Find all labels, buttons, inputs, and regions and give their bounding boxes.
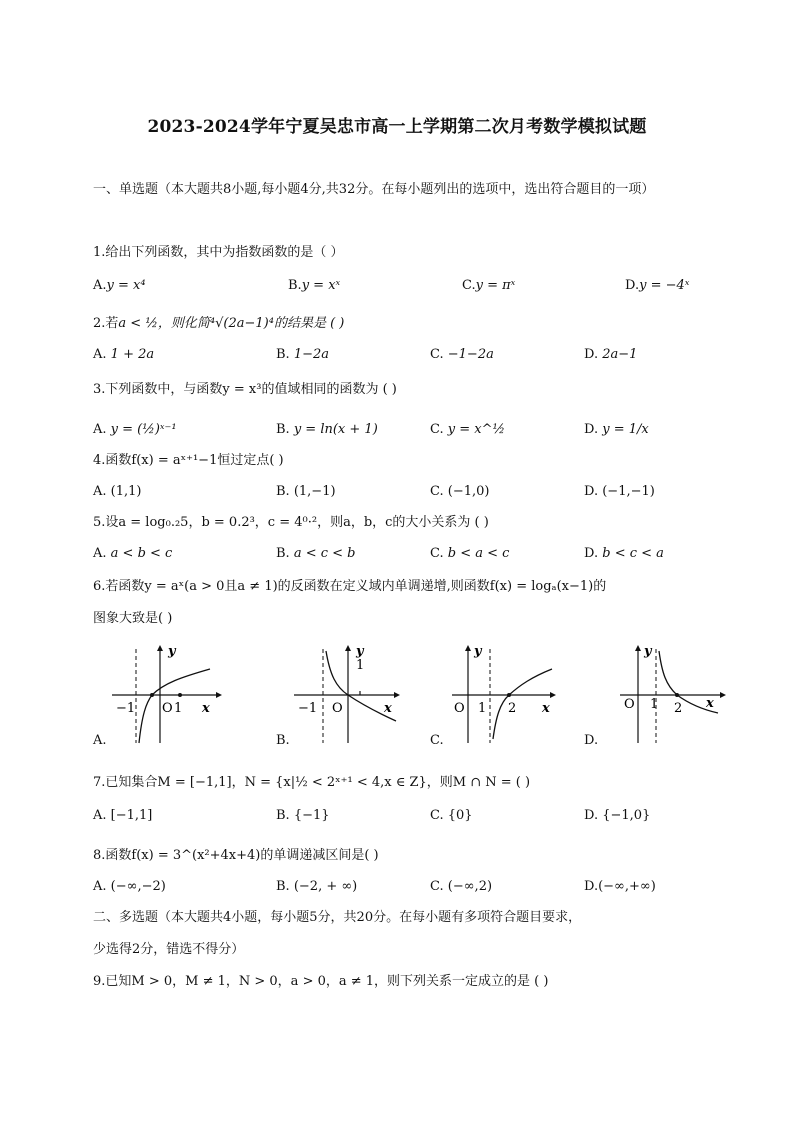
option-c: C. y = x^½: [430, 422, 506, 437]
question-4-stem: 4.函数f(x) = aˣ⁺¹−1恒过定点( ): [93, 453, 284, 468]
tick-label: O: [162, 701, 173, 716]
question-2-stem: 2.若a < ½，则化简⁴√(2a−1)⁴的结果是 ( ): [93, 316, 345, 331]
tick-label: 1: [174, 701, 183, 716]
question-8-stem: 8.函数f(x) = 3^(x²+4x+4)的单调递减区间是( ): [93, 848, 379, 863]
page-title: 2023-2024学年宁夏吴忠市高一上学期第二次月考数学模拟试题: [147, 117, 647, 137]
tick-label: O: [624, 697, 635, 712]
option-d: D.y = −4ˣ: [625, 278, 690, 293]
graph-option-c: [452, 645, 562, 745]
tick-label: 1: [356, 658, 365, 673]
option-b: B. (−2, + ∞): [276, 879, 358, 894]
x-axis-label: x: [542, 701, 550, 716]
question-1-options: [0, 276, 794, 298]
option-b: B.y = xˣ: [288, 278, 341, 293]
option-a: A.y = x⁴: [93, 278, 146, 293]
question-5-stem: 5.设a = log₀.₂5，b = 0.2³，c = 4⁰·²，则a，b，c的大小关系为 ( ): [93, 515, 489, 530]
tick-label: 2: [508, 701, 517, 716]
option-a: A. 1 + 2a: [93, 347, 155, 362]
section-heading-single-choice: 一、单选题（本大题共8小题,每小题4分,共32分。在每小题列出的选项中，选出符合题目的一项）: [93, 182, 655, 197]
option-b: B. 1−2a: [276, 347, 330, 362]
question-4-options: [0, 482, 794, 504]
x-axis-label: x: [706, 696, 714, 711]
option-c: C. b < a < c: [430, 546, 510, 561]
option-d: D. b < c < a: [584, 546, 664, 561]
option-c: C. (−∞,2): [430, 879, 493, 894]
y-axis-label: y: [474, 645, 482, 659]
question-3-options: [0, 420, 794, 442]
tick-label: 1: [650, 697, 659, 712]
question-6-stem-line1: 6.若函数y = aˣ(a > 0且a ≠ 1)的反函数在定义域内单调递增,则函数f(x) = logₐ(x−1)的: [93, 579, 607, 594]
question-5-options: [0, 544, 794, 566]
y-axis-arrow: [157, 645, 163, 651]
question-7-options: [0, 806, 794, 828]
option-d: D. 2a−1: [584, 347, 638, 362]
section-heading-multi-choice-cont: 少选得2分，错选不得分）: [93, 942, 245, 957]
point: [507, 693, 511, 697]
tick-label: O: [332, 701, 343, 716]
option-b: B. {−1}: [276, 808, 330, 823]
y-axis-label: y: [644, 645, 652, 659]
question-6-stem-line2: 图象大致是( ): [93, 611, 173, 626]
x-axis-label: x: [384, 701, 392, 716]
x-axis-arrow: [216, 692, 222, 698]
graph-label-a: A.: [93, 733, 107, 748]
graph-option-b: [294, 645, 404, 745]
option-d: D.(−∞,+∞): [584, 879, 656, 894]
option-c: C. {0}: [430, 808, 473, 823]
y-axis-label: y: [168, 645, 176, 659]
option-c: C.y = πˣ: [462, 278, 516, 293]
option-d: D. y = 1/x: [584, 422, 649, 437]
y-axis-arrow: [465, 645, 471, 651]
question-9-stem: 9.已知M > 0，M ≠ 1，N > 0，a > 0，a ≠ 1，则下列关系一定成立的是 ( ): [93, 974, 549, 989]
question-3-stem: 3.下列函数中，与函数y = x³的值域相同的函数为 ( ): [93, 382, 397, 397]
point: [675, 693, 679, 697]
graph-option-d: [620, 645, 730, 745]
graph-label-b: B.: [276, 733, 290, 748]
graph-label-c: C.: [430, 733, 444, 748]
question-8-options: [0, 877, 794, 899]
tick-label: −1: [298, 701, 318, 716]
option-b: B. (1,−1): [276, 484, 336, 499]
question-7-stem: 7.已知集合M = [−1,1]，N = {x|½ < 2ˣ⁺¹ < 4,x ∈ Z}，则M ∩ N = ( ): [93, 775, 531, 790]
graph-option-a: [112, 645, 222, 745]
option-a: A. a < b < c: [93, 546, 173, 561]
option-c: C. −1−2a: [430, 347, 494, 362]
option-a: A. y = (½)ˣ⁻¹: [93, 422, 177, 437]
x-axis-arrow: [720, 692, 726, 698]
option-c: C. (−1,0): [430, 484, 490, 499]
graph-label-d: D.: [584, 733, 599, 748]
question-1-stem: 1.给出下列函数，其中为指数函数的是（ ）: [93, 245, 344, 260]
option-a: A. (−∞,−2): [93, 879, 166, 894]
x-axis-arrow: [394, 692, 400, 698]
question-2-options: [0, 345, 794, 367]
y-axis-arrow: [635, 645, 641, 651]
y-axis-arrow: [345, 645, 351, 651]
option-d: D. {−1,0}: [584, 808, 651, 823]
option-b: B. y = ln(x + 1): [276, 422, 378, 437]
x-axis-arrow: [550, 692, 556, 698]
tick-label: O: [454, 701, 465, 716]
tick-label: 2: [674, 701, 683, 716]
y-axis-label: y: [356, 645, 364, 659]
tick-label: 1: [478, 701, 487, 716]
option-a: A. [−1,1]: [93, 808, 153, 823]
point: [150, 693, 154, 697]
option-a: A. (1,1): [93, 484, 142, 499]
option-b: B. a < c < b: [276, 546, 356, 561]
option-d: D. (−1,−1): [584, 484, 655, 499]
point: [178, 693, 182, 697]
section-heading-multi-choice: 二、多选题（本大题共4小题，每小题5分，共20分。在每小题有多项符合题目要求，: [93, 910, 582, 925]
tick-label: −1: [116, 701, 136, 716]
x-axis-label: x: [202, 701, 210, 716]
